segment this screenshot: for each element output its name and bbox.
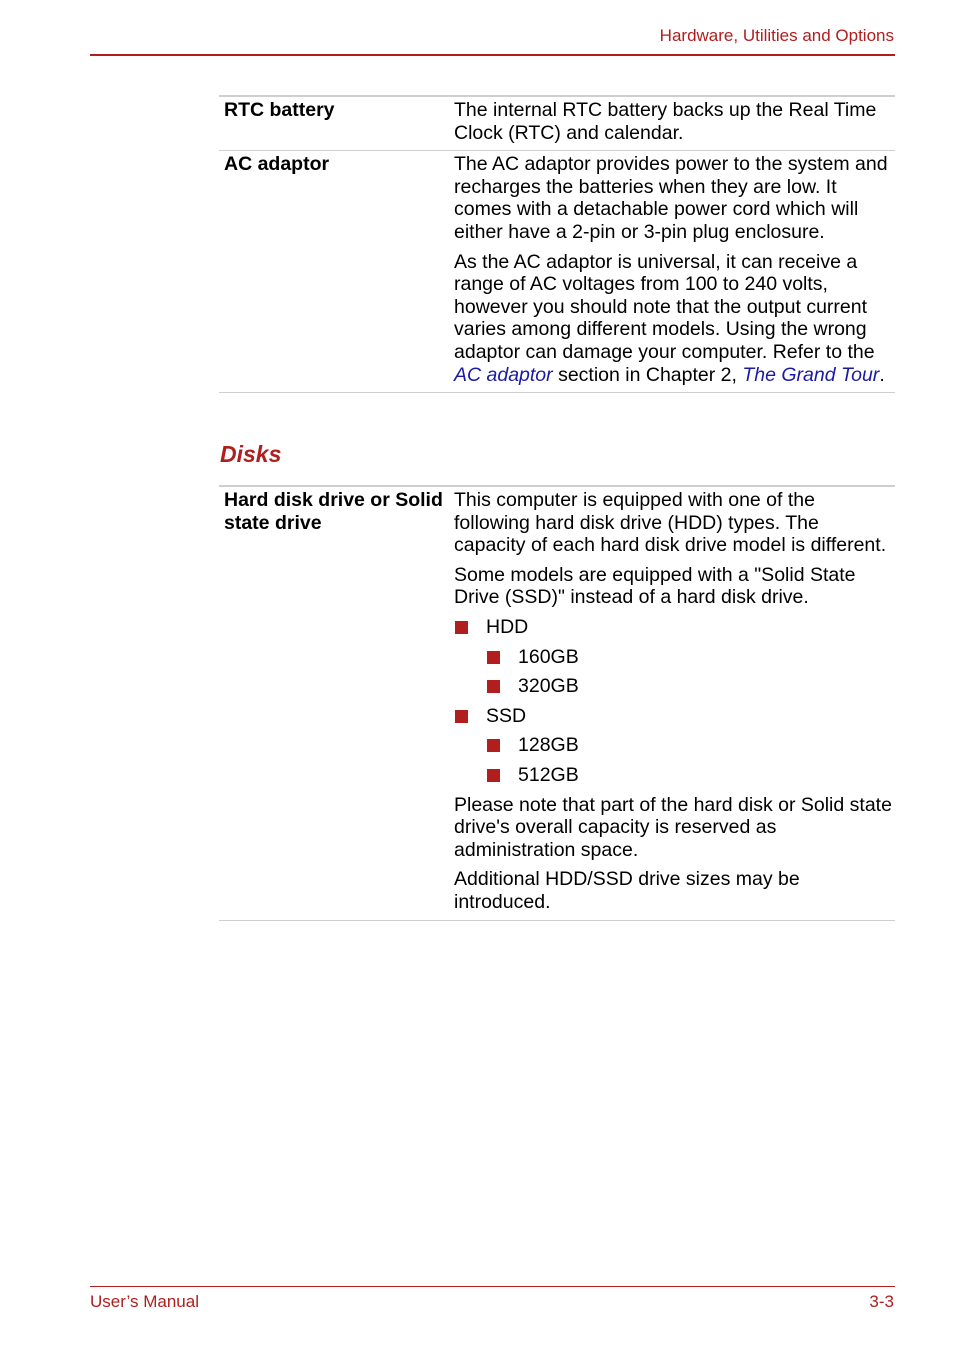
desc-ac-adaptor: [449, 151, 895, 393]
section-heading-disks: Disks: [220, 441, 282, 467]
table-row: [219, 486, 895, 920]
list-item: [486, 734, 895, 757]
paragraph: The internal RTC battery backs up the Real Time Clock (RTC) and calendar.: [454, 99, 877, 144]
square-bullet-icon: [487, 680, 500, 693]
header-rule: [90, 54, 895, 56]
capacity-list: [486, 646, 895, 698]
running-header: Hardware, Utilities and Options: [659, 26, 894, 45]
square-bullet-icon: [487, 769, 500, 782]
grand-tour-link[interactable]: The Grand Tour: [742, 363, 880, 386]
square-bullet-icon: [455, 710, 468, 723]
square-bullet-icon: [455, 621, 468, 634]
paragraph: [454, 251, 895, 387]
table-row: [219, 96, 895, 151]
list-item-label: 320GB: [518, 675, 579, 698]
footer-manual-title: User’s Manual: [90, 1292, 199, 1311]
list-item-label: 160GB: [518, 645, 579, 668]
term-hard-disk: Hard disk drive or Solid state drive: [219, 486, 449, 920]
disks-spec-table: [219, 485, 895, 921]
desc-hard-disk: [449, 486, 895, 920]
footer-rule: [90, 1286, 895, 1287]
list-item: [454, 616, 895, 698]
table-row: [219, 151, 895, 393]
paragraph: Additional HDD/SSD drive sizes may be introduced.: [454, 868, 800, 913]
paragraph-text: .: [879, 363, 885, 386]
list-item-label: 512GB: [518, 763, 579, 786]
list-item-label: SSD: [486, 704, 527, 727]
drive-type-list: [454, 616, 895, 787]
paragraph: Please note that part of the hard disk or Solid state drive's overall capacity is reserved as administration space.: [454, 793, 892, 861]
square-bullet-icon: [487, 739, 500, 752]
list-item-label: HDD: [486, 615, 529, 638]
list-item: [454, 705, 895, 787]
page-number: 3-3: [869, 1292, 894, 1311]
term-ac-adaptor: AC adaptor: [219, 151, 449, 393]
ac-adaptor-link[interactable]: AC adaptor: [454, 363, 553, 386]
paragraph: Some models are equipped with a "Solid State Drive (SSD)" instead of a hard disk drive.: [454, 563, 856, 609]
square-bullet-icon: [487, 651, 500, 664]
paragraph-text: section in Chapter 2,: [558, 363, 737, 386]
list-item: [486, 764, 895, 787]
paragraph: The AC adaptor provides power to the system and recharges the batteries when they are low. It comes with a detachable power cord which will either have a 2-pin or 3-pin plug enclosure.: [454, 153, 888, 243]
list-item: [486, 675, 895, 698]
capacity-list: [486, 734, 895, 786]
paragraph-text: As the AC adaptor is universal, it can receive a range of AC voltages from 100 to 240 volts, however you should note that the output current varies among different models. Using the wrong adaptor can damage your computer. Refer to the: [454, 250, 875, 363]
desc-rtc-battery: [449, 96, 895, 151]
power-spec-table: [219, 95, 895, 393]
list-item: [486, 646, 895, 669]
paragraph: This computer is equipped with one of the following hard disk drive (HDD) types. The capacity of each hard disk drive model is different.: [454, 489, 887, 557]
list-item-label: 128GB: [518, 734, 579, 757]
term-rtc-battery: RTC battery: [219, 96, 449, 151]
